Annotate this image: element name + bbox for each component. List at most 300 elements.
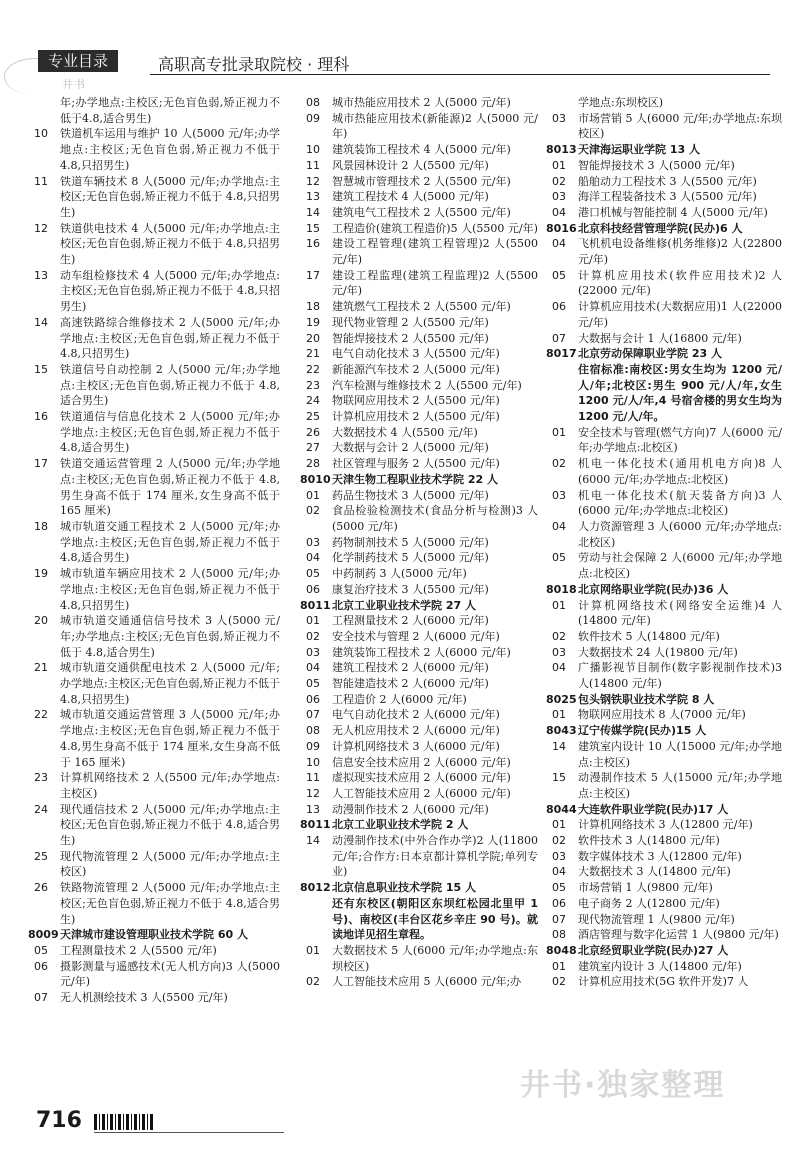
major-text: 年;办学地点:主校区;无色盲色弱,矫正视力不低于4.8,适合男生) (60, 96, 280, 125)
major-code: 24 (306, 394, 320, 408)
major-entry (300, 676, 538, 692)
major-entry (546, 236, 782, 267)
section-tag: 专业目录 (38, 50, 118, 72)
major-entry (300, 503, 538, 534)
major-code: 07 (306, 708, 320, 722)
major-entry (546, 912, 782, 928)
major-code: 04 (306, 661, 320, 675)
major-text: 风景园林设计 2 人(5500 元/年) (332, 158, 489, 172)
major-entry (28, 943, 280, 959)
major-entry (300, 613, 538, 629)
major-text: 安全技术与管理 2 人(6000 元/年) (332, 629, 500, 643)
major-text: 大数据与会计 1 人(16800 元/年) (578, 331, 742, 345)
major-entry (300, 786, 538, 802)
major-entry (546, 864, 782, 880)
major-code: 04 (306, 551, 320, 565)
major-code: 05 (552, 881, 566, 895)
school-name: 天津生物工程职业技术学院 22 人 (332, 472, 498, 486)
major-text: 电气自动化技术 3 人(5500 元/年) (332, 347, 500, 361)
major-entry (546, 488, 782, 519)
major-code: 07 (552, 331, 566, 345)
page-title: 高职高专批录取院校 · 理科 (158, 55, 350, 74)
major-entry (300, 739, 538, 755)
major-entry (546, 331, 782, 347)
major-code: 03 (552, 645, 566, 659)
major-code: 20 (34, 614, 48, 628)
major-code: 01 (306, 943, 320, 957)
major-text: 现代通信技术 2 人(5000 元/年;办学地点:主校区;无色盲色弱,矫正视力不低于 4.8,适合男生) (60, 802, 280, 848)
major-entry (300, 755, 538, 771)
major-code: 02 (306, 629, 320, 643)
major-text: 建筑室内设计 10 人(15000 元/年;办学地点:主校区) (578, 739, 782, 769)
major-code: 01 (552, 959, 566, 973)
major-entry (300, 95, 538, 111)
major-text: 物联网应用技术 8 人(7000 元/年) (578, 708, 746, 722)
major-text: 大数据与会计 2 人(5000 元/年) (332, 441, 489, 455)
major-entry (300, 550, 538, 566)
major-code: 01 (552, 425, 566, 439)
major-entry (28, 95, 280, 126)
school-code: 8010 (300, 472, 331, 486)
major-entry (300, 629, 538, 645)
major-text: 化学制药技术 5 人(5000 元/年) (332, 551, 489, 565)
major-entry (546, 425, 782, 456)
school-name: 北京经贸职业学院(民办)27 人 (578, 943, 729, 957)
major-text: 大数据技术 3 人(14800 元/年) (578, 865, 731, 879)
major-code: 16 (306, 237, 320, 251)
major-entry (546, 833, 782, 849)
major-text: 人力资源管理 3 人(6000 元/年;办学地点:北校区) (578, 519, 782, 549)
page-number: 716 (36, 1108, 82, 1133)
major-code: 04 (552, 237, 566, 251)
major-code: 24 (34, 802, 48, 816)
major-code: 25 (34, 849, 48, 863)
major-text: 工程造价(建筑工程造价)5 人(5500 元/年) (332, 221, 538, 235)
major-code: 03 (306, 535, 320, 549)
major-entry (300, 268, 538, 299)
major-entry (300, 236, 538, 267)
school-code: 8009 (28, 928, 59, 942)
major-text: 大数据技术 5 人(6000 元/年;办学地点:东坝校区) (332, 943, 538, 973)
major-text: 铁路物流管理 2 人(5000 元/年;办学地点:主校区;无色盲色弱,矫正视力不低于 4.8,适合男生) (60, 881, 280, 926)
school-entry (546, 346, 782, 362)
major-entry (300, 566, 538, 582)
major-code: 15 (34, 362, 48, 376)
major-entry (546, 707, 782, 723)
major-code: 06 (552, 896, 566, 910)
major-text: 大数据技术 4 人(5500 元/年) (332, 425, 478, 439)
major-entry (28, 849, 280, 880)
school-name: 北京科技经营管理学院(民办)6 人 (578, 221, 743, 235)
major-entry (300, 362, 538, 378)
school-entry (300, 598, 538, 614)
major-code: 05 (552, 268, 566, 282)
major-code: 02 (552, 457, 566, 471)
major-entry (546, 598, 782, 629)
major-text: 安全技术与管理(燃气方向)7 人(6000 元/年;办学地点:北校区) (578, 425, 782, 455)
major-entry (546, 880, 782, 896)
major-text: 建筑装饰工程技术 2 人(6000 元/年) (332, 645, 511, 659)
school-entry (546, 142, 782, 158)
school-name: 大连软件职业学院(民办)17 人 (578, 802, 729, 816)
major-code: 05 (552, 551, 566, 565)
major-entry (300, 440, 538, 456)
major-code: 04 (552, 205, 566, 219)
major-text: 城市热能应用技术 2 人(5000 元/年) (332, 96, 511, 109)
major-code: 02 (306, 975, 320, 989)
major-entry (546, 456, 782, 487)
major-code: 10 (34, 127, 48, 141)
major-entry (546, 660, 782, 691)
major-code: 14 (306, 205, 320, 219)
major-text: 电子商务 2 人(12800 元/年) (578, 896, 720, 910)
major-text: 建筑工程技术 2 人(6000 元/年) (332, 661, 489, 675)
major-entry (546, 896, 782, 912)
major-code: 26 (34, 881, 48, 895)
major-text: 无人机应用技术 2 人(6000 元/年) (332, 724, 500, 738)
major-code: 01 (306, 488, 320, 502)
major-text: 劳动与社会保障 2 人(6000 元/年;办学地点:北校区) (578, 551, 782, 581)
major-text: 广播影视节目制作(数字影视制作技术)3 人(14800 元/年) (578, 661, 782, 691)
major-text: 飞机机电设备维修(机务维修)2 人(22800 元/年) (578, 237, 782, 267)
major-text: 动车组检修技术 4 人(5000 元/年;办学地点:主校区;无色盲色弱,矫正视力不低于 4.8,只招男生) (60, 268, 280, 314)
major-code: 10 (306, 143, 320, 157)
major-code: 21 (306, 347, 320, 361)
school-name: 天津城市建设管理职业技术学院 60 人 (60, 928, 248, 942)
major-entry (546, 629, 782, 645)
major-text: 机电一体化技术(航天装备方向)3 人(6000 元/年;办学地点:北校区) (578, 488, 782, 518)
school-code: 8011 (300, 598, 331, 612)
major-text: 动漫制作技术(中外合作办学)2 人(11800 元/年;合作方:日本京都计算机学院;单列专业) (332, 834, 538, 879)
major-code: 02 (306, 504, 320, 518)
major-code: 06 (306, 582, 320, 596)
major-code: 05 (34, 943, 48, 957)
major-text: 数字媒体技术 3 人(12800 元/年) (578, 849, 742, 863)
major-code: 27 (306, 441, 320, 455)
major-code: 03 (552, 111, 566, 125)
major-code: 28 (306, 457, 320, 471)
major-text: 工程测量技术 2 人(5500 元/年) (60, 943, 217, 957)
major-entry (546, 174, 782, 190)
major-text: 人工智能技术应用 2 人(6000 元/年) (332, 786, 511, 800)
major-entry (28, 409, 280, 456)
major-code: 11 (34, 174, 48, 188)
major-code: 02 (552, 174, 566, 188)
major-text: 智能焊接技术 2 人(5500 元/年) (332, 331, 489, 345)
major-text: 铁道信号自动控制 2 人(5000 元/年;办学地点:主校区;无色盲色弱,矫正视力不低于 4.8,适合男生) (60, 362, 280, 408)
column-right (546, 95, 782, 990)
column-left (28, 95, 280, 1006)
school-note (546, 362, 782, 425)
note-text: 还有东校区(朝阳区东坝红松园北里甲 1 号)、南校区(丰台区花乡辛庄 90 号)。就读地详见招生章程。 (332, 896, 538, 942)
major-entry (546, 770, 782, 801)
major-code: 02 (552, 975, 566, 989)
major-entry (546, 959, 782, 975)
major-text: 新能源汽车技术 2 人(5000 元/年) (332, 362, 500, 376)
major-text: 动漫制作技术 5 人(15000 元/年;办学地点:主校区) (578, 771, 782, 800)
major-code: 26 (306, 425, 320, 439)
major-entry (300, 378, 538, 394)
major-text: 铁道交通运营管理 2 人(5000 元/年;办学地点:主校区;无色盲色弱,矫正视力不低于 4.8,男生身高不低于 174 厘米,女生身高不低于 165 厘米) (60, 457, 280, 518)
school-name: 天津海运职业学院 13 人 (578, 143, 700, 157)
school-entry (300, 817, 538, 833)
major-entry (300, 393, 538, 409)
major-text: 工程测量技术 2 人(6000 元/年) (332, 614, 489, 628)
major-text: 智能建造技术 2 人(6000 元/年) (332, 677, 489, 691)
major-text: 建筑装饰工程技术 4 人(5000 元/年) (332, 143, 511, 157)
major-entry (546, 817, 782, 833)
major-entry (300, 645, 538, 661)
major-text: 大数据技术 24 人(19800 元/年) (578, 645, 738, 659)
major-text: 城市轨道交通通信信号技术 3 人(5000 元/年;办学地点:主校区;无色盲色弱,矫正视力不低于 4.8,适合男生) (60, 614, 280, 659)
major-text: 动漫制作技术 2 人(6000 元/年) (332, 802, 489, 816)
major-entry (300, 205, 538, 221)
major-text: 铁道供电技术 4 人(5000 元/年;办学地点:主校区;无色盲色弱,矫正视力不低于 4.8,只招男生) (60, 221, 280, 267)
major-entry (28, 456, 280, 519)
major-entry (546, 645, 782, 661)
major-code: 03 (552, 190, 566, 204)
major-code: 18 (34, 519, 48, 533)
major-entry (28, 990, 280, 1006)
school-entry (546, 221, 782, 237)
major-text: 中药制药 3 人(5000 元/年) (332, 567, 467, 581)
major-code: 12 (34, 221, 48, 235)
major-text: 工程造价 2 人(6000 元/年) (332, 692, 467, 706)
school-name: 北京网络职业学院(民办)36 人 (578, 582, 729, 596)
major-code: 15 (306, 221, 320, 235)
major-entry (546, 189, 782, 205)
major-entry (546, 927, 782, 943)
major-text: 无人机测绘技术 3 人(5500 元/年) (60, 991, 228, 1005)
major-code: 08 (306, 96, 320, 109)
major-entry (300, 189, 538, 205)
footer-rule (94, 1132, 284, 1133)
school-code: 8016 (546, 221, 577, 235)
major-text: 计算机网络技术 3 人(6000 元/年) (332, 739, 500, 753)
major-text: 计算机应用技术(软件应用技术)2 人(22000 元/年) (578, 268, 782, 298)
major-text: 软件技术 5 人(14800 元/年) (578, 629, 720, 643)
major-text: 软件技术 3 人(14800 元/年) (578, 834, 720, 848)
major-code: 06 (306, 692, 320, 706)
major-entry (546, 158, 782, 174)
major-entry (546, 299, 782, 330)
major-text: 铁道机车运用与维护 10 人(5000 元/年;办学地点:主校区;无色盲色弱,矫正视力不低于 4.8,只招男生) (60, 127, 280, 172)
major-text: 智慧城市管理技术 2 人(5500 元/年) (332, 174, 511, 188)
major-code: 16 (34, 410, 48, 424)
major-code: 14 (34, 315, 48, 329)
major-entry (300, 943, 538, 974)
major-entry (300, 660, 538, 676)
major-code: 17 (34, 457, 48, 471)
major-entry (300, 833, 538, 880)
major-code: 06 (34, 959, 48, 973)
school-name: 包头钢铁职业技术学院 8 人 (578, 692, 715, 706)
major-text: 海洋工程装备技术 3 人(5500 元/年) (578, 190, 757, 204)
major-code: 07 (552, 912, 566, 926)
major-entry (300, 111, 538, 142)
school-entry (28, 927, 280, 943)
school-code: 8012 (300, 881, 331, 895)
school-name: 北京信息职业技术学院 15 人 (332, 881, 476, 895)
major-code: 09 (306, 739, 320, 753)
major-text: 建筑燃气工程技术 2 人(5500 元/年) (332, 300, 511, 314)
major-entry (300, 221, 538, 237)
major-text: 机电一体化技术(通用机电方向)8 人(6000 元/年;办学地点:北校区) (578, 457, 782, 486)
major-entry (28, 660, 280, 707)
major-code: 12 (306, 786, 320, 800)
major-entry (300, 174, 538, 190)
major-entry (546, 519, 782, 550)
school-name: 北京工业职业技术学院 27 人 (332, 598, 476, 612)
major-text: 电气自动化技术 2 人(6000 元/年) (332, 708, 500, 722)
major-code: 19 (306, 315, 320, 329)
major-code: 14 (552, 739, 566, 753)
major-code: 22 (34, 708, 48, 722)
major-text: 铁道车辆技术 8 人(5000 元/年;办学地点:主校区;无色盲色弱,矫正视力不低于 4.8,只招男生) (60, 174, 280, 219)
major-code: 11 (306, 771, 320, 785)
major-text: 市场营销 5 人(6000 元/年;办学地点:东坝校区) (578, 111, 782, 141)
major-entry (546, 95, 782, 111)
major-text: 船舶动力工程技术 3 人(5500 元/年) (578, 174, 757, 188)
watermark-text: 井书·独家整理 (520, 1068, 726, 1103)
major-entry (28, 707, 280, 770)
major-text: 现代物流管理 2 人(5000 元/年;办学地点:主校区) (60, 849, 280, 879)
page-header (0, 0, 800, 95)
major-text: 建设工程监理(建筑工程监理)2 人(5500 元/年) (332, 268, 538, 298)
major-code: 23 (306, 378, 320, 392)
major-text: 计算机网络技术 2 人(5500 元/年;办学地点:主校区) (60, 771, 280, 800)
major-entry (300, 488, 538, 504)
major-text: 信息安全技术应用 2 人(6000 元/年) (332, 755, 511, 769)
school-entry (546, 723, 782, 739)
major-code: 14 (306, 834, 320, 848)
major-entry (300, 723, 538, 739)
major-text: 现代物业管理 2 人(5500 元/年) (332, 315, 489, 329)
major-text: 建筑室内设计 3 人(14800 元/年) (578, 959, 742, 973)
major-text: 学地点:东坝校区) (578, 96, 663, 109)
major-entry (300, 582, 538, 598)
major-code: 12 (306, 174, 320, 188)
major-code: 05 (306, 677, 320, 691)
page-footer (0, 1100, 800, 1150)
school-code: 8011 (300, 818, 331, 832)
school-code: 8025 (546, 692, 577, 706)
major-text: 城市轨道交通供配电技术 2 人(5000 元/年;办学地点:主校区;无色盲色弱,矫正视力不低于 4.8,只招男生) (60, 661, 280, 706)
major-text: 建设工程管理(建筑工程管理)2 人(5500 元/年) (332, 237, 538, 267)
major-entry (300, 707, 538, 723)
major-entry (28, 221, 280, 268)
major-code: 19 (34, 567, 48, 581)
major-code: 18 (306, 300, 320, 314)
major-text: 物联网应用技术 2 人(5500 元/年) (332, 394, 500, 408)
major-code: 15 (552, 771, 566, 785)
major-code: 20 (306, 331, 320, 345)
major-text: 城市轨道交通工程技术 2 人(5000 元/年;办学地点:主校区;无色盲色弱,矫正视力不低于 4.8,适合男生) (60, 519, 280, 565)
major-entry (28, 770, 280, 801)
major-text: 高速铁路综合维修技术 2 人(5000 元/年;办学地点:主校区;无色盲色弱,矫正视力不低于 4.8,只招男生) (60, 315, 280, 361)
note-text: 住宿标准:南校区:男女生均为 1200 元/人/年;北校区:男生 900 元/人/年,女生 1200 元/人/年,4 号宿舍楼的男女生均为 1200 元/人/年。 (578, 362, 782, 424)
major-text: 汽车检测与维修技术 2 人(5500 元/年) (332, 378, 522, 392)
major-entry (300, 802, 538, 818)
major-code: 23 (34, 771, 48, 785)
school-entry (546, 692, 782, 708)
major-entry (300, 315, 538, 331)
major-code: 04 (552, 519, 566, 533)
major-text: 计算机网络技术(网络安全运维)4 人(14800 元/年) (578, 598, 782, 628)
major-entry (28, 802, 280, 849)
major-code: 11 (306, 158, 320, 172)
major-entry (28, 880, 280, 927)
major-code: 04 (552, 865, 566, 879)
major-entry (546, 111, 782, 142)
major-entry (28, 959, 280, 990)
major-text: 建筑工程技术 4 人(5000 元/年) (332, 190, 489, 204)
major-code: 06 (552, 300, 566, 314)
major-code: 25 (306, 410, 320, 424)
major-text: 城市热能应用技术(新能源)2 人(5000 元/年) (332, 111, 538, 141)
major-entry (300, 974, 538, 990)
major-text: 计算机应用技术 2 人(5500 元/年) (332, 410, 500, 424)
school-entry (300, 472, 538, 488)
major-code: 03 (552, 849, 566, 863)
major-entry (28, 268, 280, 315)
major-text: 港口机械与智能控制 4 人(5000 元/年) (578, 205, 768, 219)
major-entry (28, 315, 280, 362)
major-text: 计算机网络技术 3 人(12800 元/年) (578, 818, 753, 832)
school-name: 北京劳动保障职业学院 23 人 (578, 347, 722, 361)
major-entry (546, 974, 782, 990)
major-entry (300, 158, 538, 174)
major-code: 01 (552, 708, 566, 722)
major-text: 人工智能技术应用 5 人(6000 元/年;办 (332, 975, 522, 989)
major-text: 摄影测量与遥感技术(无人机方向)3 人(5000 元/年) (60, 959, 280, 989)
major-code: 22 (306, 362, 320, 376)
school-code: 8048 (546, 943, 577, 957)
major-code: 02 (552, 629, 566, 643)
school-code: 8017 (546, 347, 577, 361)
major-code: 13 (306, 802, 320, 816)
school-entry (546, 582, 782, 598)
major-entry (546, 550, 782, 581)
school-note (300, 896, 538, 943)
major-entry (28, 613, 280, 660)
major-text: 市场营销 1 人(9800 元/年) (578, 881, 713, 895)
major-code: 08 (306, 724, 320, 738)
school-name: 北京工业职业技术学院 2 人 (332, 818, 469, 832)
major-code: 03 (306, 645, 320, 659)
major-entry (300, 770, 538, 786)
major-entry (546, 849, 782, 865)
major-text: 现代物流管理 1 人(9800 元/年) (578, 912, 735, 926)
major-entry (28, 126, 280, 173)
major-entry (546, 739, 782, 770)
major-entry (300, 456, 538, 472)
major-entry (300, 692, 538, 708)
major-entry (300, 142, 538, 158)
major-entry (300, 535, 538, 551)
column-middle (300, 95, 538, 990)
major-code: 04 (552, 661, 566, 675)
major-entry (28, 174, 280, 221)
major-code: 09 (306, 111, 320, 125)
major-text: 康复治疗技术 3 人(5500 元/年) (332, 582, 489, 596)
header-rule (150, 74, 770, 75)
section-tag-watermark: 井书 (62, 78, 86, 91)
school-entry (300, 880, 538, 896)
major-text: 社区管理与服务 2 人(5500 元/年) (332, 457, 500, 471)
school-entry (546, 943, 782, 959)
major-entry (300, 346, 538, 362)
